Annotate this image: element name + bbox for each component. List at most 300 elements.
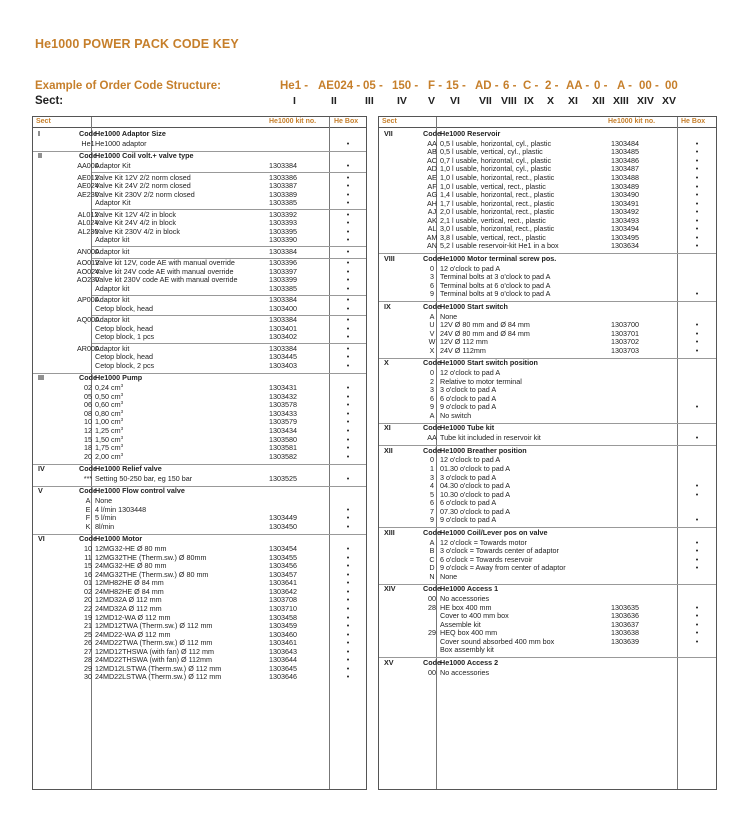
kit-number: 1303384	[269, 343, 297, 353]
section-title: He1000 Coil volt.+ valve type	[95, 151, 194, 161]
code-row	[33, 285, 366, 294]
option-code: 5	[430, 489, 434, 499]
he-box-marker: •	[346, 513, 350, 523]
he-box-marker: •	[346, 451, 350, 461]
option-description: Adaptor kit	[95, 343, 130, 353]
option-code: AC	[427, 155, 437, 165]
option-code: 26	[84, 638, 92, 648]
option-description: 1,0 l usable, vertical, rect., plastic	[440, 181, 546, 191]
kit-number: 1303384	[269, 161, 297, 171]
option-description: Terminal bolts at 6 o'clock to pad A	[440, 280, 551, 290]
he-box-marker: •	[346, 595, 350, 605]
section-number: VIII	[384, 253, 395, 263]
code-row	[33, 345, 366, 354]
option-code: A	[429, 537, 435, 547]
option-description: Valve Kit 230V 2/2 norm closed	[95, 189, 195, 199]
code-row	[33, 605, 366, 614]
he-box-marker: •	[695, 563, 699, 573]
code-row	[33, 554, 366, 563]
he-box-marker: •	[346, 612, 350, 622]
option-description: Valve kit 24V code AE with manual override	[95, 266, 234, 276]
he-box-marker: •	[695, 628, 699, 638]
option-description: 04.30 o'clock to pad A	[440, 481, 511, 491]
he-box-marker: •	[346, 443, 350, 453]
he-box-marker: •	[346, 578, 350, 588]
option-code: He1	[81, 138, 95, 148]
code-row	[33, 427, 366, 436]
option-description: 6 o'clock = Towards reservoir	[440, 554, 533, 564]
option-code: AN	[427, 241, 437, 251]
section-title: He1000 Coil/Lever pos on valve	[440, 527, 548, 537]
option-code: AM	[426, 232, 438, 242]
option-code: 4	[430, 481, 434, 491]
option-code: AF	[427, 181, 437, 191]
kit-number: 1303433	[269, 408, 297, 418]
section-numeral: XV	[662, 95, 677, 107]
he-box-marker: •	[346, 332, 350, 342]
he-box-marker: •	[695, 554, 699, 564]
he-box-marker: •	[695, 328, 699, 338]
section-title: He1000 Motor terminal screw pos.	[440, 253, 557, 263]
he-box-marker: •	[695, 602, 699, 612]
order-code-part: 0 -	[594, 80, 608, 92]
he-box-marker: •	[346, 504, 350, 514]
option-code: 30	[84, 672, 92, 682]
kit-number: 1303488	[611, 172, 639, 182]
option-code: 06	[84, 400, 92, 410]
kit-number: 1303702	[611, 337, 639, 347]
kit-number: 1303582	[269, 451, 297, 461]
option-description: 0,80 $cm^3$	[95, 408, 124, 418]
section-number: III	[38, 373, 44, 383]
option-description: 12 o'clock = Towards motor	[440, 537, 527, 547]
kit-number: 1303484	[611, 138, 639, 148]
code-row	[33, 140, 366, 149]
option-description: 0,7 l usable, horizontal, cyl., plastic	[440, 155, 552, 165]
kit-number: 1303495	[611, 232, 639, 242]
option-code: 12	[84, 425, 92, 435]
section-numeral: IX	[524, 95, 534, 107]
option-code: 25	[84, 629, 92, 639]
option-code: 11	[84, 552, 92, 562]
option-description: No accessories	[440, 667, 490, 677]
option-description: 6 o'clock to pad A	[440, 498, 497, 508]
option-code: 15	[84, 561, 92, 571]
option-code: AH	[427, 198, 437, 208]
option-code: 7	[430, 506, 434, 516]
code-row	[33, 362, 366, 371]
section-title: He1000 Access 2	[440, 657, 499, 667]
option-description: Cover to 400 mm box	[440, 611, 509, 621]
code-row	[379, 638, 716, 647]
option-code: 22	[84, 604, 92, 613]
section-title: He1000 Access 1	[440, 584, 499, 594]
option-description: Cetop block, head	[95, 323, 153, 333]
kit-number: 1303434	[269, 425, 297, 435]
option-description: 0,5 l usable, horizontal, cyl., plastic	[440, 138, 552, 148]
option-code: 27	[84, 646, 92, 656]
option-description: 24MD22TWA (Therm.sw.) Ø 112 mm	[95, 638, 213, 648]
option-code: W	[428, 337, 436, 347]
section-title: He1000 Tube kit	[440, 423, 495, 433]
option-code: 20	[84, 595, 92, 605]
option-description: 4 l/min 1303448	[95, 504, 147, 514]
option-description: 12MD12THSWA (with fan) Ø 112 mm	[95, 646, 215, 656]
option-description: 12MD12LSTWA (Therm.sw.) Ø 112 mm	[95, 663, 222, 673]
option-code: AB	[427, 147, 437, 157]
option-description: 1,4 l usable, horizontal, rect., plastic	[440, 190, 555, 200]
option-code: AL230	[77, 226, 99, 236]
kit-number: 1303703	[611, 345, 639, 355]
option-description: 12MH82HE Ø 84 mm	[95, 578, 164, 588]
kit-number: 1303384	[269, 295, 297, 305]
option-code: AE	[427, 172, 437, 182]
option-code: AD	[427, 164, 437, 174]
he-box-marker: •	[695, 207, 699, 217]
option-code: AE024	[77, 181, 99, 191]
page-title: He1000 POWER PACK CODE KEY	[35, 37, 239, 51]
he-box-marker: •	[695, 619, 699, 629]
kit-number: 1303580	[269, 434, 297, 444]
kit-number: 1303431	[269, 383, 297, 393]
section-numeral: XI	[568, 95, 578, 107]
he-box-marker: •	[695, 198, 699, 208]
option-description: 12MG32THE (Therm.sw.) Ø 80mm	[95, 552, 207, 562]
he-box-marker: •	[695, 481, 699, 491]
code-row	[33, 523, 366, 532]
section-numeral: V	[428, 95, 436, 107]
option-description: Adaptor kit	[95, 283, 130, 293]
kit-number: 1303578	[269, 400, 297, 410]
kit-number: 1303490	[611, 190, 639, 200]
option-code: B	[429, 546, 435, 556]
option-description: None	[95, 496, 113, 506]
kit-number: 1303643	[269, 646, 297, 656]
option-code: AE230	[77, 189, 99, 199]
section-numeral: II	[331, 95, 337, 107]
code-row	[33, 401, 366, 410]
sect-header: Sect	[36, 118, 51, 125]
section-number: XIV	[384, 584, 396, 594]
kit-number: 1303492	[611, 207, 639, 217]
section-number: VII	[384, 129, 393, 138]
option-code: X	[429, 345, 435, 355]
he-box-marker: •	[346, 383, 350, 393]
section-number: IV	[38, 464, 45, 474]
kit-number: 1303644	[269, 655, 297, 665]
option-code: 6	[430, 498, 434, 508]
option-description: 1,0 l usable, horizontal, cyl., plastic	[440, 164, 552, 174]
code-header: Code	[423, 129, 441, 138]
order-code-part: F -	[428, 80, 443, 92]
order-code-part: 2 -	[545, 80, 559, 92]
he-box-marker: •	[695, 224, 699, 234]
kit-number: 1303455	[269, 552, 297, 562]
option-description: Valve Kit 24V 4/2 in block	[95, 218, 176, 228]
option-description: 3,0 l usable, horizontal, rect., plastic	[440, 224, 555, 234]
option-code: 9	[430, 515, 434, 525]
option-code: 01	[84, 578, 92, 588]
kit-number: 1303400	[269, 303, 297, 313]
option-code: 1	[430, 464, 434, 473]
he-box-marker: •	[695, 232, 699, 242]
option-description: 1,7 l usable, horizontal, rect., plastic	[440, 198, 555, 208]
kit-number: 1303493	[611, 215, 639, 225]
kit-number: 1303384	[269, 315, 297, 325]
he-box-marker: •	[695, 546, 699, 556]
option-description: 12MD32A Ø 112 mm	[95, 595, 162, 605]
code-row	[379, 290, 716, 299]
option-description: 1,0 l usable, horizontal, rect., plastic	[440, 172, 555, 182]
kit-number: 1303494	[611, 224, 639, 234]
kit-number: 1303396	[269, 258, 297, 268]
he-box-marker: •	[346, 638, 350, 648]
he-box-marker: •	[695, 537, 699, 547]
code-row	[33, 497, 366, 506]
option-description: 24MG32-HE Ø 80 mm	[95, 561, 167, 571]
code-row	[33, 418, 366, 427]
option-code: E	[85, 504, 91, 514]
left-code-table	[32, 116, 367, 790]
code-row	[33, 191, 366, 200]
section-number: XI	[384, 423, 391, 433]
section-number: II	[38, 151, 42, 161]
option-description: Valve Kit 12V 2/2 norm closed	[95, 172, 191, 182]
option-code: AL012	[77, 209, 99, 219]
option-description: 3 o'clock to pad A	[440, 385, 497, 395]
section-numeral: XII	[592, 95, 605, 107]
he-box-marker: •	[346, 352, 350, 362]
option-code: 21	[84, 621, 92, 631]
option-description: Tube kit included in reservoir kit	[440, 433, 541, 443]
option-code: C	[429, 554, 435, 564]
he-box-marker: •	[695, 289, 699, 299]
option-code: 0	[430, 368, 434, 378]
option-description: Adaptor Kit	[95, 198, 131, 208]
he-box-marker: •	[346, 417, 350, 427]
code-row	[33, 514, 366, 523]
he-box-marker: •	[346, 434, 350, 444]
option-code: 16	[84, 569, 92, 579]
option-code: 05	[84, 391, 92, 401]
option-code: 28	[84, 655, 92, 665]
kit-number: 1303491	[611, 198, 639, 208]
code-row	[33, 325, 366, 334]
option-description: 5,2 l usable reservoir-kit He1 in a box	[440, 241, 559, 251]
order-code-part: 00 -	[639, 80, 659, 92]
option-description: 2,1 l usable, vertical, rect., plastic	[440, 215, 546, 225]
kit-number: 1303579	[269, 417, 297, 427]
he-box-marker: •	[346, 198, 350, 208]
option-description: Valve Kit 230V 4/2 in block	[95, 226, 180, 236]
kit-number: 1303637	[611, 619, 639, 629]
code-row	[33, 276, 366, 285]
kit-number: 1303397	[269, 266, 297, 276]
code-row	[33, 316, 366, 325]
option-description: 12MG32-HE Ø 80 mm	[95, 544, 167, 554]
he-box-marker: •	[346, 400, 350, 410]
option-description: Valve Kit 24V 2/2 norm closed	[95, 181, 191, 191]
section-numeral: IV	[397, 95, 407, 107]
he-box-marker: •	[695, 138, 699, 148]
code-row	[33, 199, 366, 208]
option-code: A	[429, 410, 435, 420]
section-numeral: XIII	[613, 95, 629, 107]
kit-number: 1303641	[269, 578, 297, 588]
code-row	[33, 248, 366, 257]
option-description: Cetop block, head	[95, 303, 153, 313]
option-description: Cetop block, head	[95, 352, 153, 362]
code-header: Code	[423, 358, 441, 368]
option-description: Valve Kit 12V 4/2 in block	[95, 209, 176, 219]
code-header: Code	[79, 373, 97, 383]
option-code: A	[85, 496, 91, 506]
section-number: VI	[38, 534, 45, 544]
he-box-marker: •	[695, 320, 699, 330]
kit-number: 1303384	[269, 246, 297, 256]
option-description: 24MD22LSTWA (Therm.sw.) Ø 112 mm	[95, 672, 222, 682]
option-code: 29	[84, 663, 92, 673]
section-numeral: VIII	[501, 95, 517, 107]
option-description: 3 o'clock to pad A	[440, 472, 497, 482]
code-row	[33, 305, 366, 314]
option-code: AA000	[77, 161, 99, 171]
section-numeral: XIV	[637, 95, 654, 107]
section-title: He1000 Relief valve	[95, 464, 162, 474]
kit-number: 1303392	[269, 209, 297, 219]
he-box-marker: •	[346, 408, 350, 418]
option-code: AL024	[77, 218, 99, 228]
he-box-marker: •	[346, 226, 350, 236]
option-description: 1,25 $cm^3$	[95, 425, 124, 435]
option-description: No switch	[440, 410, 472, 420]
option-code: A	[429, 311, 435, 321]
order-code-part: C -	[523, 80, 539, 92]
option-description: 3,8 l usable, vertical, rect., plastic	[440, 232, 546, 242]
code-row	[379, 669, 716, 678]
kit-number: 1303445	[269, 352, 297, 362]
he-box-marker: •	[346, 218, 350, 228]
option-description: 0,60 $cm^3$	[95, 400, 124, 410]
option-code: 29	[428, 628, 436, 638]
code-row	[33, 296, 366, 305]
he-box-marker: •	[346, 189, 350, 199]
section-number: XIII	[384, 527, 395, 537]
option-code: 08	[84, 408, 92, 418]
order-code-part: 05 -	[363, 80, 383, 92]
he-box-header: He Box	[681, 118, 706, 125]
kit-number: 1303387	[269, 181, 297, 191]
section-numeral: I	[293, 95, 296, 107]
kit-number: 1303485	[611, 147, 639, 157]
option-code: 10	[84, 544, 92, 554]
code-row	[33, 162, 366, 171]
he-box-marker: •	[346, 181, 350, 191]
code-row	[379, 573, 716, 582]
section-number: XII	[384, 445, 393, 455]
he-box-marker: •	[346, 629, 350, 639]
kit-number: 1303386	[269, 172, 297, 182]
kit-number: 1303456	[269, 561, 297, 571]
option-description: 12 o'clock to pad A	[440, 455, 501, 465]
option-description: 3 o'clock = Towards center of adaptor	[440, 546, 559, 556]
order-code-part: 6 -	[503, 80, 517, 92]
option-description: 2,00 $cm^3$	[95, 451, 124, 461]
option-code: AR000	[77, 343, 99, 353]
option-code: AO012	[76, 258, 100, 268]
option-code: 3	[430, 385, 434, 395]
option-description: 12V Ø 80 mm and Ø 84 mm	[440, 320, 530, 330]
option-description: Valve kit 230V code AE with manual override	[95, 275, 238, 285]
section-number: XV	[384, 657, 394, 667]
option-description: None	[440, 311, 458, 321]
option-description: Adaptor kit	[95, 315, 130, 325]
option-code: V	[429, 328, 435, 338]
kit-number: 1303489	[611, 181, 639, 191]
kit-number: 1303458	[269, 612, 297, 622]
option-description: 12MD12-WA Ø 112 mm	[95, 612, 171, 622]
option-code: AG	[426, 190, 438, 200]
option-code: 3	[430, 472, 434, 482]
option-code: AL	[427, 224, 437, 234]
option-description: Valve kit 12V, code AE with manual override	[95, 258, 235, 268]
section-title: He1000 Pump	[95, 373, 143, 383]
section-number: I	[38, 129, 40, 138]
option-description: 12 o'clock to pad A	[440, 263, 501, 273]
option-code: 0	[430, 263, 434, 273]
section-title: He1000 Start switch position	[440, 358, 538, 368]
he-box-marker: •	[346, 473, 350, 483]
option-description: None	[440, 571, 458, 581]
he-box-marker: •	[695, 190, 699, 200]
option-description: 8l/min	[95, 521, 115, 531]
kit-number: 1303449	[269, 513, 297, 523]
option-description: 24MG32THE (Therm.sw.) Ø 80 mm	[95, 569, 209, 579]
order-code-part: AE024 -	[318, 80, 361, 92]
code-row	[33, 393, 366, 402]
option-description: 24MH82HE Ø 84 mm	[95, 586, 164, 596]
kit-number: 1303708	[269, 595, 297, 605]
he-box-marker: •	[695, 147, 699, 157]
code-row	[379, 347, 716, 356]
section-title: He1000 Reservoir	[440, 129, 501, 138]
option-description: Adaptor kit	[95, 295, 130, 305]
option-description: Adaptor Kit	[95, 161, 131, 171]
code-row	[379, 242, 716, 251]
he-box-marker: •	[346, 391, 350, 401]
kit-number: 1303525	[269, 473, 297, 483]
code-header: Code	[79, 151, 97, 161]
option-description: 5 l/min	[95, 513, 117, 523]
kit-number: 1303638	[611, 628, 639, 638]
option-description: 2,0 l usable, horizontal, rect., plastic	[440, 207, 555, 217]
option-code: K	[85, 521, 91, 531]
code-row	[33, 333, 366, 342]
option-code: 28	[428, 602, 436, 612]
he-box-marker: •	[346, 544, 350, 554]
code-header: Code	[423, 423, 441, 433]
code-row	[33, 579, 366, 588]
option-code: 3	[430, 272, 434, 282]
option-code: 19	[84, 612, 92, 622]
option-description: 9 o'clock = Away from center of adaptor	[440, 563, 566, 573]
option-description: 9 o'clock to pad A	[440, 515, 497, 525]
order-code-example-label: Example of Order Code Structure:	[35, 80, 221, 92]
he-box-marker: •	[346, 672, 350, 682]
he-box-marker: •	[346, 425, 350, 435]
code-row	[33, 506, 366, 515]
section-numeral: VII	[479, 95, 492, 107]
